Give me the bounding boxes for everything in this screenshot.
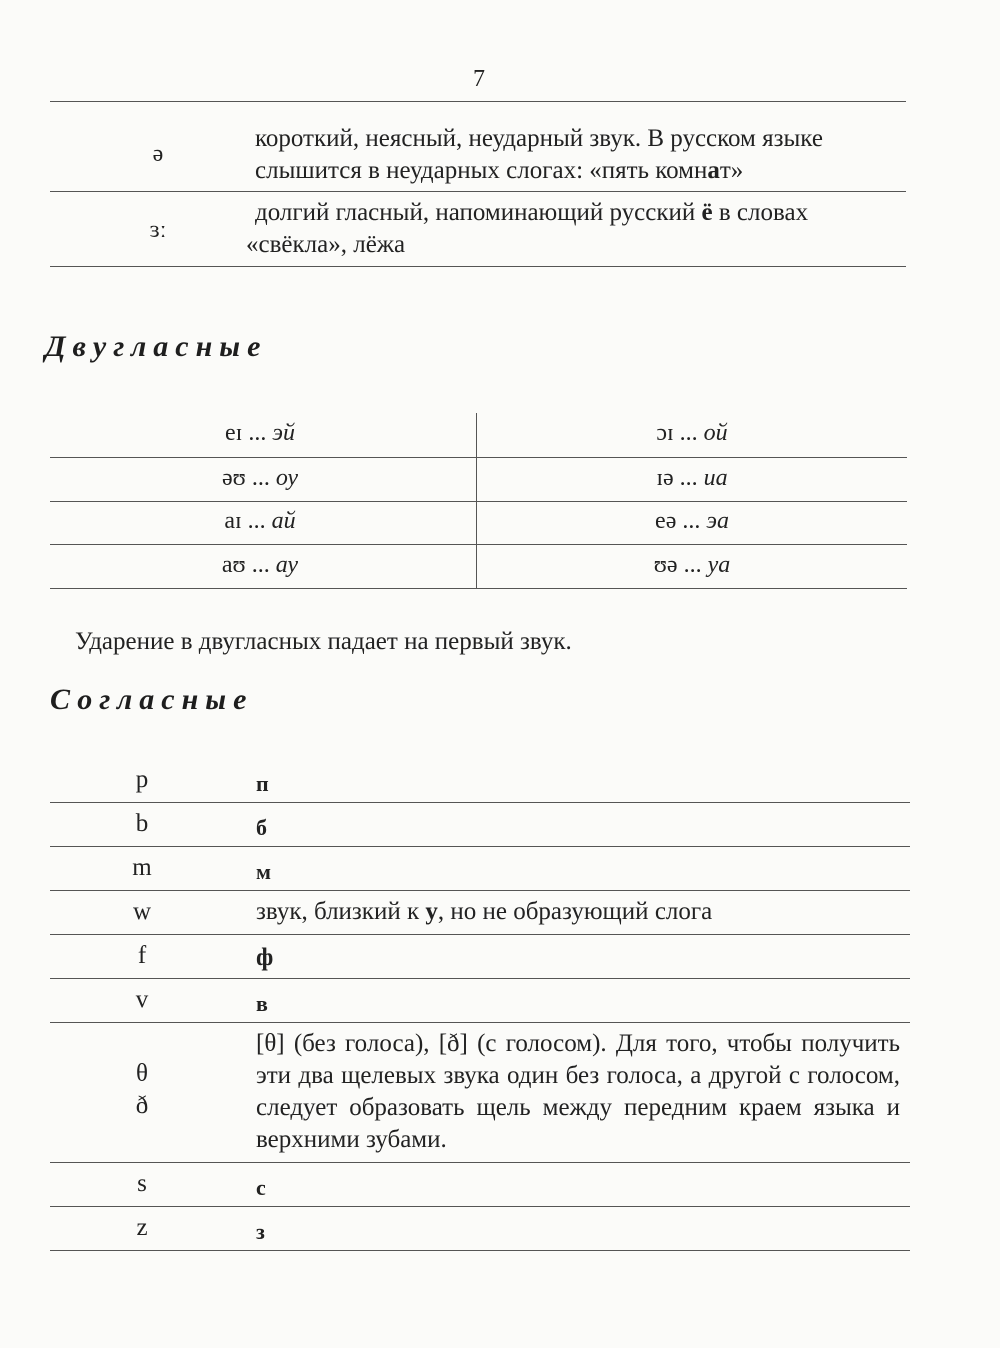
diphthong-cell: əʊ ... оу: [222, 465, 298, 491]
diphthong-cell: aʊ ... ау: [221, 552, 299, 578]
section-title-consonants: Согласные: [50, 683, 254, 716]
table-rule: [50, 846, 910, 847]
row-description: короткий, неясный, неударный звук. В русском языке слышится в неударных слогах: «пять комнат»: [255, 125, 823, 184]
diphthong-cell: eə ... эа: [655, 508, 729, 534]
table-rule: [50, 1250, 910, 1251]
row-description: долгий гласный, напоминающий русский ё в словах «свёкла», лёжа: [246, 199, 809, 258]
stress-note: Ударение в двугласных падает на первый звук.: [75, 628, 572, 655]
table-row: [50, 101, 906, 191]
table-rule: [50, 544, 907, 545]
table-row: [50, 191, 906, 266]
table-rule: [50, 1162, 910, 1163]
page-number: 7: [473, 66, 485, 92]
ipa-symbol: ɜː: [149, 217, 167, 243]
section-title-diphthongs: Двугласные: [45, 330, 268, 363]
diphthong-cell: aɪ ... ай: [224, 508, 296, 534]
table-rule: [50, 501, 907, 502]
table-rule: [50, 457, 907, 458]
table-rule: [50, 588, 907, 589]
diphthong-cell: ɪə ... иа: [656, 465, 728, 491]
table-rule: [50, 934, 910, 935]
table-rule: [50, 1022, 910, 1023]
diphthong-cell: ɔɪ ... ой: [656, 420, 728, 446]
table-rule: [50, 890, 910, 891]
diphthong-cell: eɪ ... эй: [225, 420, 295, 446]
ipa-symbol: ə: [152, 141, 164, 167]
table-rule: [50, 1206, 910, 1207]
diphthong-cell: ʊə ... уа: [653, 552, 731, 578]
table-rule: [50, 266, 906, 267]
table-rule: [50, 978, 910, 979]
table-rule: [50, 802, 910, 803]
